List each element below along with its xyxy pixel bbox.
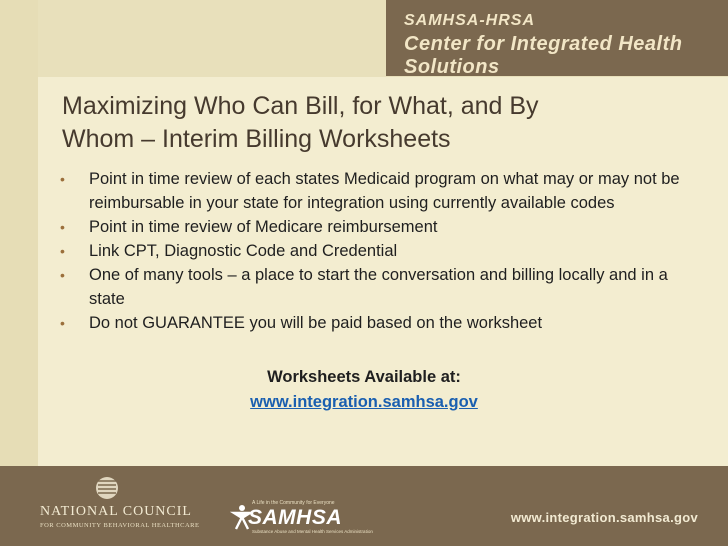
bullet-text: Point in time review of each states Medicaid program on what may or may not be reimbursable in your state for integration using currently available codes	[89, 170, 680, 212]
bullet-item	[58, 239, 708, 263]
worksheets-label: Worksheets Available at:	[267, 368, 461, 386]
bullet-item	[58, 311, 708, 335]
bullet-icon: •	[60, 171, 65, 187]
bullet-item	[58, 263, 708, 311]
bullet-text: Do not GUARANTEE you will be paid based on the worksheet	[89, 314, 543, 332]
bullet-icon: •	[60, 267, 65, 283]
bullet-list	[58, 167, 708, 335]
bullet-icon: •	[60, 243, 65, 259]
logo-line-2: Center for Integrated Health Solutions	[404, 33, 683, 78]
national-council-name: NATIONAL COUNCIL	[40, 504, 192, 519]
bullet-text: One of many tools – a place to start the conversation and billing locally and in a state	[89, 266, 668, 308]
bullet-item	[58, 167, 708, 215]
bullet-icon: •	[60, 315, 65, 331]
bullet-item	[58, 215, 708, 239]
bullet-text: Link CPT, Diagnostic Code and Credential	[89, 242, 398, 260]
samhsa-tagline: A Life in the Community for Everyone	[252, 500, 335, 506]
samhsa-subtitle: Substance Abuse and Mental Health Services Administration	[252, 529, 373, 534]
footer-url: www.integration.samhsa.gov	[510, 510, 698, 525]
logo-line-1: SAMHSA-HRSA	[404, 12, 535, 29]
samhsa-logo: SAMHSA	[248, 506, 343, 529]
slide-title: Maximizing Who Can Bill, for What, and By Whom – Interim Billing Worksheets	[62, 92, 539, 153]
bullet-icon: •	[60, 219, 65, 235]
worksheets-link[interactable]: www.integration.samhsa.gov	[250, 393, 478, 411]
national-council-subtitle: FOR COMMUNITY BEHAVIORAL HEALTHCARE	[40, 522, 200, 529]
bullet-text: Point in time review of Medicare reimbursement	[89, 218, 438, 236]
